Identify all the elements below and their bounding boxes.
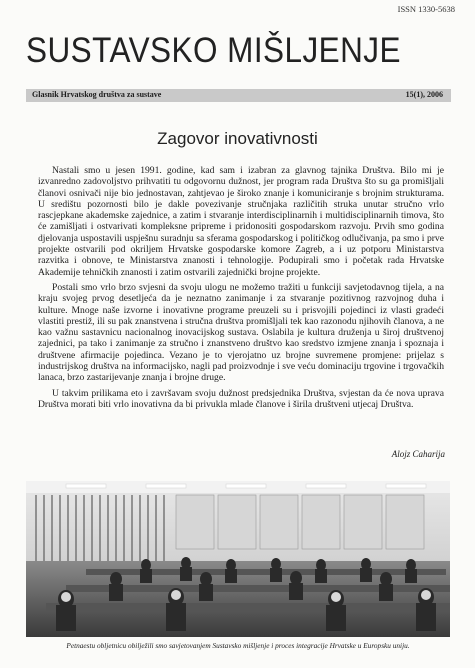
conference-photo xyxy=(26,481,450,637)
paragraph: U takvim prilikama eto i završavam svoju dužnost predsjednika Društva, svjestan da će nova uprava Društva morati biti vrlo inovativna da bi privukla mlade članove i širila društveni utjecaj Društva. xyxy=(38,387,444,410)
issn-number: ISSN 1330-5638 xyxy=(397,4,455,14)
article-body xyxy=(38,165,444,414)
issue-number: 15(1), 2006 xyxy=(405,90,443,99)
masthead-bar xyxy=(26,89,451,102)
article-title: Zagovor inovativnosti xyxy=(157,129,318,148)
journal-title: SUSTAVSKO MIŠLJENJE xyxy=(26,31,401,70)
paragraph: Postali smo vrlo brzo svjesni da svoju ulogu ne možemo tražiti u funkciji savjetodavnog tijela, a na kraju svojeg prvog desetljeća da je neznatno zanimanje i za stvaranje pozitivnog razvojnog duha i kulture. Mnoge naše izvorne i inovativne programe preuzeli su i prisvojili pojedinci iz vlasti gradeći vlastiti prestiž, ili su pak znanstvena i stručna društva promišljali tek kao razonodu njihovih članova, a ne kao važnu sastavnicu nacionalnog inovacijskog sustava. Oslabila je kultura druženja u široj društvenoj zajednici, pa tako i zanimanje za stručno i znanstveno društvo kao sredstvo izmjene znanja i spoznaja i društvene afirmacije pojedinca. Vezano je to vjerojatno uz brojne suvremene promjene: prijelaz s industrijskog društva na informacijsko, nagli pad proizvodnje i sve veću dominaciju trgovine i trgovačkih lanaca, brzo zastarijevanje znanja i brojne druge. xyxy=(38,281,444,384)
paragraph: Nastali smo u jesen 1991. godine, kad sam i izabran za glavnog tajnika Društva. Bilo mi je izvanredno zadovoljstvo prihvatiti tu odgovornu dužnost, jer program rada Društva što su ga promišljali članovi osnivači nije bio jednostavan, zahtjevao je široko znanje i komuniciranje s brojnim strukturama. U središtu pozornosti bilo je dakle povezivanje stručnjaka različitih struka unutar stručno vrlo rascjepkane akademske zajednice, a zatim i stvaranje interdisciplinarnih i multidisciplinarnih timova, što će zamišljati i ostvarivati kompleksne pripreme i pridonositi gospodarskom razvoju. Prvih smo godina djelovanja uspostavili uspješnu suradnju sa sferama gospodarskog i političkog odlučivanja, pa smo i prve projekte ostvarili pod okriljem Hrvatske gospodarske komore Zagreb, a i uz potporu Ministarstva razvitka i obnove, te Ministarstva znanosti i tehnologije. Podupirali smo i početak rada Hrvatske Akademije tehničkih znanosti i zatim ostvarili zajednički brojne projekte. xyxy=(38,165,444,278)
journal-subtitle: Glasnik Hrvatskog društva za sustave xyxy=(32,90,162,99)
photo-caption: Petnaestu obljetnicu obilježili smo savjetovanjem Sustavsko mišljenje i proces integracije Hrvatske u Europsku uniju. xyxy=(66,641,410,650)
author-signature: Alojz Caharija xyxy=(391,449,445,459)
